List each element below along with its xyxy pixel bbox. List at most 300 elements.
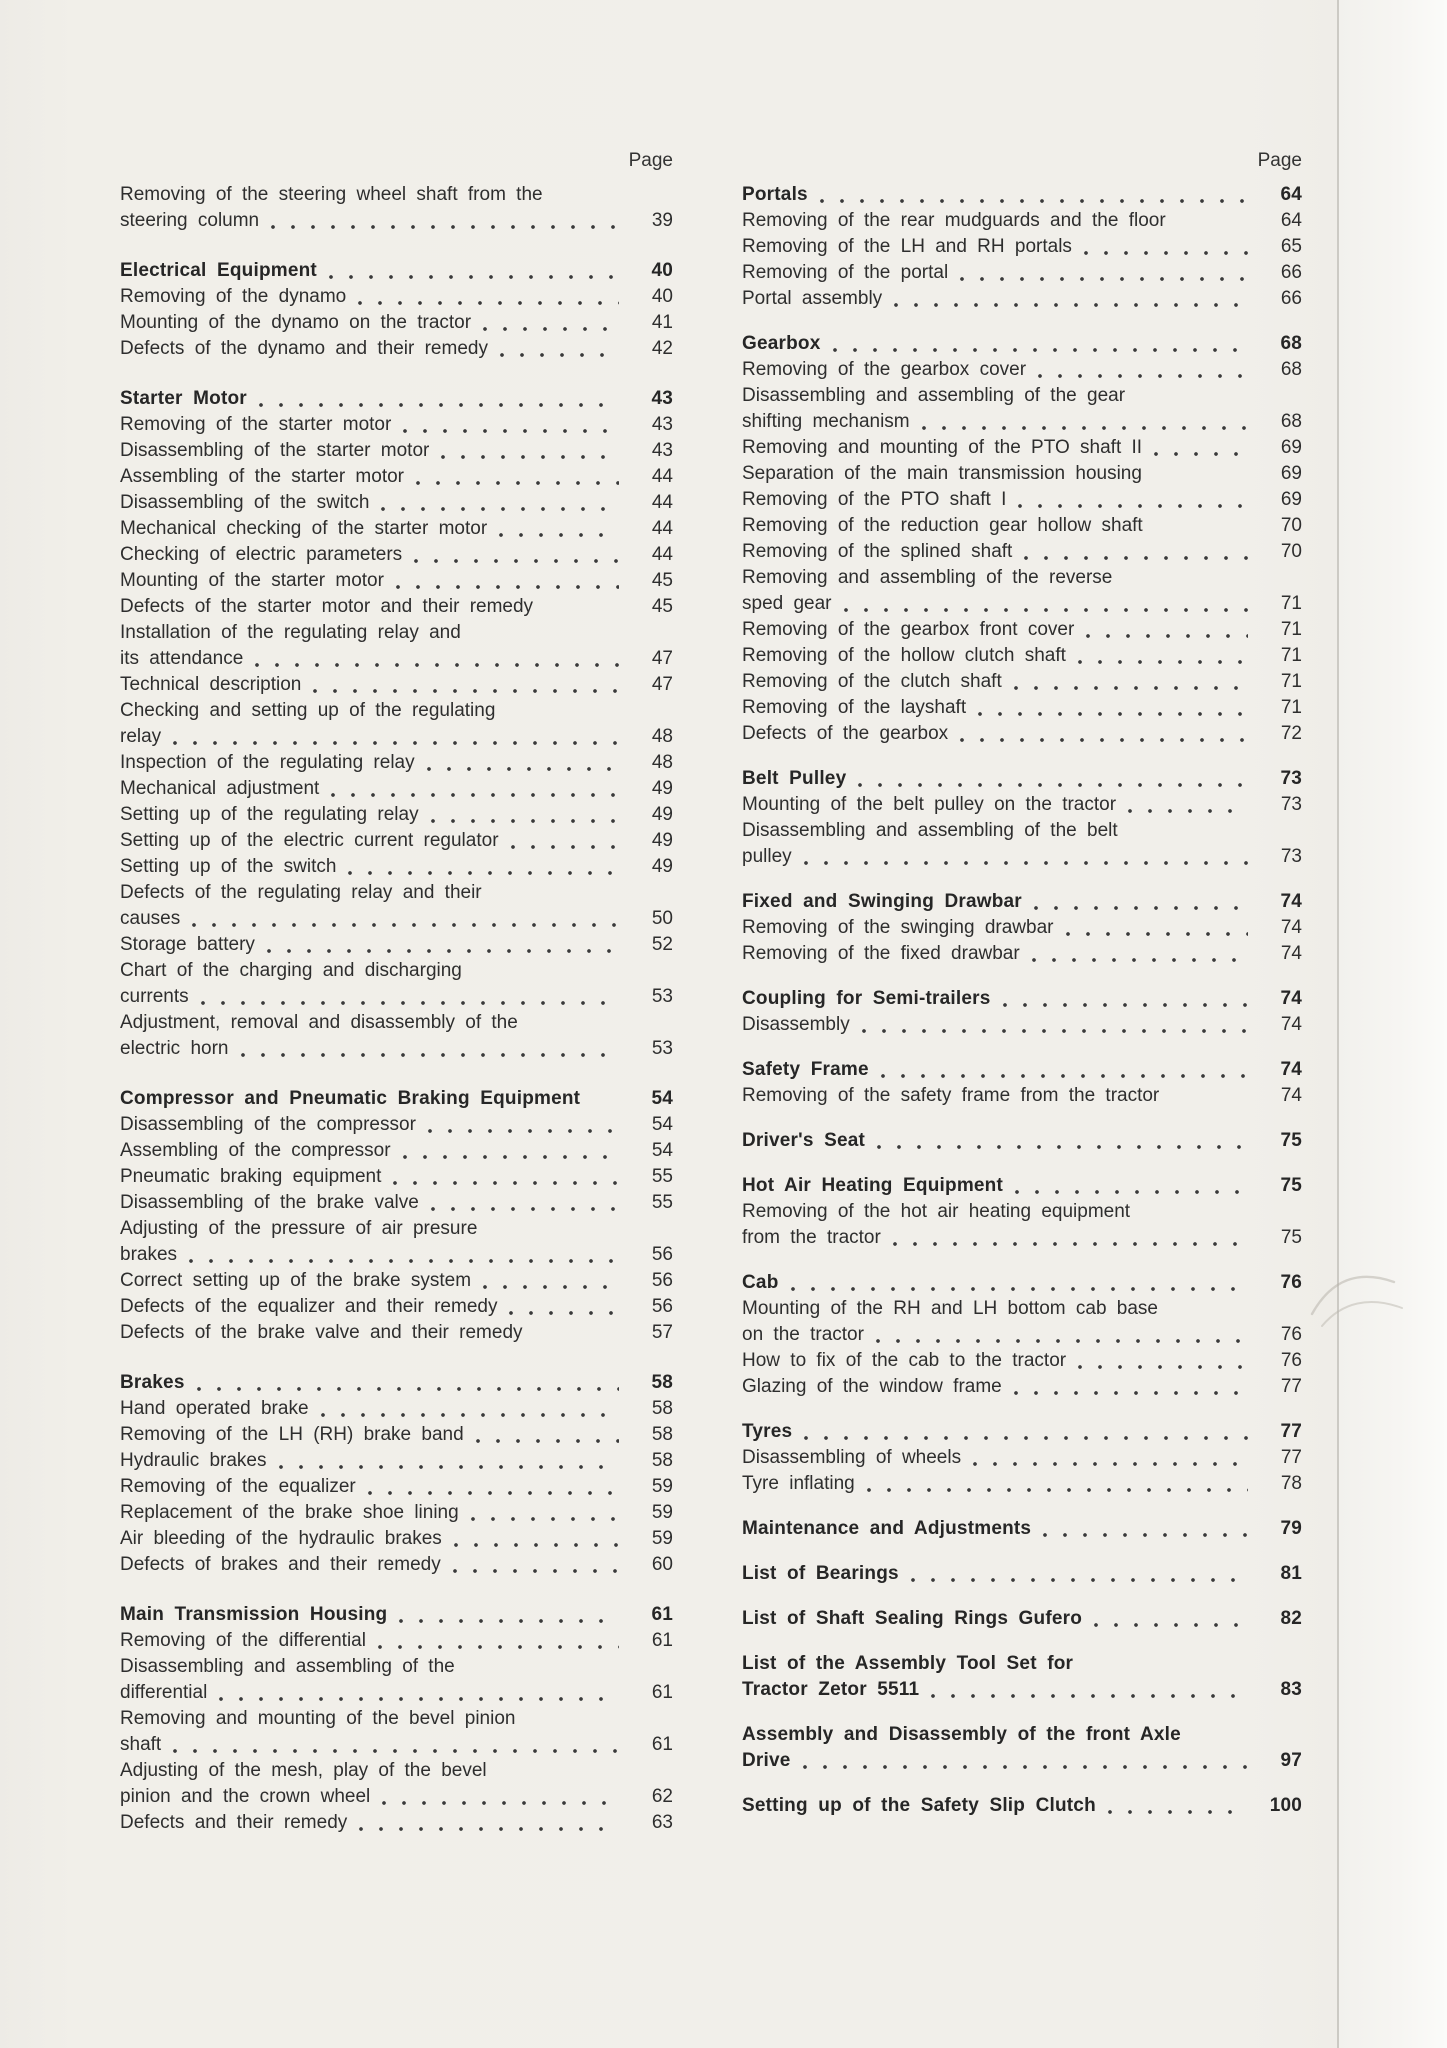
toc-entry-row <box>120 386 673 412</box>
toc-entry <box>742 260 1302 286</box>
dot-leader <box>358 301 619 305</box>
toc-entry <box>742 643 1302 669</box>
dot-leader <box>197 1387 619 1391</box>
dot-leader <box>483 1285 619 1289</box>
toc-entry <box>742 1793 1302 1819</box>
dot-leader <box>844 608 1248 612</box>
toc-column-left <box>120 148 673 1860</box>
page-number: 40 <box>651 260 673 281</box>
toc-entry-row <box>742 844 1302 870</box>
toc-entry-text: Safety Frame <box>742 1059 869 1080</box>
page-header-label-right: Page <box>1257 150 1302 171</box>
dot-leader <box>791 1287 1249 1291</box>
toc-entry-text: Hydraulic brakes <box>120 1450 267 1471</box>
toc-entry-row <box>120 1164 673 1190</box>
toc-entry <box>742 915 1302 941</box>
toc-entry-row <box>120 516 673 542</box>
toc-entry <box>120 828 673 854</box>
dot-leader <box>241 1053 620 1057</box>
page-number: 43 <box>651 414 673 435</box>
toc-entry <box>120 182 673 234</box>
toc-entry-row <box>120 1036 673 1062</box>
page-number: 69 <box>1280 489 1302 510</box>
toc-entry <box>120 1164 673 1190</box>
toc-entry-row <box>742 1677 1302 1703</box>
toc-entry-text: sped gear <box>742 593 832 614</box>
toc-entry-text: Removing of the safety frame from the tractor <box>742 1085 1160 1106</box>
toc-entry <box>742 383 1302 435</box>
toc-section <box>742 1419 1302 1497</box>
dot-leader <box>978 712 1248 716</box>
toc-section <box>120 182 673 234</box>
toc-entry-line: Removing of the steering wheel shaft from the <box>120 184 543 205</box>
dot-leader <box>500 353 619 357</box>
page-number: 79 <box>1280 1518 1302 1539</box>
toc-entry-row <box>742 286 1302 312</box>
dot-leader <box>331 793 619 797</box>
toc-entry-text: Pneumatic braking equipment <box>120 1166 382 1187</box>
toc-entry-text: Removing of the PTO shaft I <box>742 489 1007 510</box>
page-number: 71 <box>1280 671 1302 692</box>
dot-leader <box>893 1242 1248 1246</box>
toc-entry <box>742 1419 1302 1445</box>
dot-leader <box>368 1491 619 1495</box>
page-number: 64 <box>1280 184 1302 205</box>
toc-entry <box>742 1374 1302 1400</box>
toc-entry-row <box>742 591 1302 617</box>
dot-leader <box>1038 374 1248 378</box>
dot-leader <box>403 429 619 433</box>
toc-entries-left <box>120 182 673 1836</box>
toc-entry-text: Storage battery <box>120 934 255 955</box>
toc-entry-row <box>120 1396 673 1422</box>
toc-entry-row <box>120 1268 673 1294</box>
toc-entry-row <box>742 766 1302 792</box>
toc-entry-text: Drive <box>742 1750 791 1771</box>
toc-entry-text: Removing of the rear mudguards and the floor <box>742 210 1166 231</box>
page-number: 81 <box>1280 1563 1302 1584</box>
toc-entry-text: Removing of the hollow clutch shaft <box>742 645 1066 666</box>
page-number: 71 <box>1280 645 1302 666</box>
toc-entry-text: steering column <box>120 210 260 231</box>
dot-leader <box>1066 932 1249 936</box>
toc-entry-line: Adjustment, removal and disassembly of the <box>120 1012 518 1033</box>
toc-entry <box>742 1516 1302 1542</box>
dot-leader <box>255 663 619 667</box>
page-number: 63 <box>651 1812 673 1833</box>
page-number: 45 <box>651 596 673 617</box>
toc-entry <box>120 1448 673 1474</box>
toc-entry-text: currents <box>120 986 189 1007</box>
toc-entry <box>120 594 673 620</box>
toc-entry-row <box>742 487 1302 513</box>
toc-entry-text: List of Shaft Sealing Rings Gufero <box>742 1608 1083 1629</box>
page-number: 50 <box>651 908 673 929</box>
page-number: 61 <box>651 1604 673 1625</box>
page-edge-line <box>1337 0 1339 2048</box>
toc-entry-row <box>120 1448 673 1474</box>
page-number: 43 <box>651 388 673 409</box>
dot-leader <box>1154 452 1248 456</box>
toc-entry-row <box>742 539 1302 565</box>
page-number: 57 <box>651 1322 673 1343</box>
dot-leader <box>382 1801 619 1805</box>
dot-leader <box>911 1578 1248 1582</box>
toc-entry-line: Mounting of the RH and LH bottom cab base <box>742 1298 1159 1319</box>
page-number: 44 <box>651 544 673 565</box>
dot-leader <box>1015 1190 1248 1194</box>
page-number: 60 <box>651 1554 673 1575</box>
toc-entry-row <box>120 1138 673 1164</box>
toc-entry <box>120 1706 673 1758</box>
toc-entry-text: Replacement of the brake shoe lining <box>120 1502 459 1523</box>
page-number: 77 <box>1280 1376 1302 1397</box>
toc-entry-text: Starter Motor <box>120 388 247 409</box>
toc-section <box>742 1722 1302 1774</box>
page-number: 49 <box>651 778 673 799</box>
toc-entry-text: pinion and the crown wheel <box>120 1786 371 1807</box>
toc-entry-text: Defects of brakes and their remedy <box>120 1554 441 1575</box>
toc-entry-row <box>120 594 673 620</box>
dot-leader <box>381 507 619 511</box>
toc-entry-text: Disassembling of the brake valve <box>120 1192 419 1213</box>
toc-entry-text: Tyre inflating <box>742 1473 855 1494</box>
toc-entry-row <box>120 542 673 568</box>
toc-entry-row <box>120 1294 673 1320</box>
toc-entry-text: Tractor Zetor 5511 <box>742 1679 920 1700</box>
toc-entry-text: List of Bearings <box>742 1563 899 1584</box>
toc-entry-row <box>120 208 673 234</box>
page-number: 69 <box>1280 437 1302 458</box>
toc-entry-text: Coupling for Semi-trailers <box>742 988 991 1009</box>
toc-entry <box>120 698 673 750</box>
toc-entry <box>742 1199 1302 1251</box>
toc-entry <box>742 1057 1302 1083</box>
page-number: 54 <box>651 1088 673 1109</box>
toc-entry-row <box>742 1561 1302 1587</box>
dot-leader <box>511 845 619 849</box>
page-number: 71 <box>1280 619 1302 640</box>
toc-entry-row <box>120 854 673 880</box>
toc-entry-row <box>742 792 1302 818</box>
page-number: 58 <box>651 1424 673 1445</box>
toc-entry <box>120 490 673 516</box>
toc-entry-text: How to fix of the cab to the tractor <box>742 1350 1067 1371</box>
page-number: 55 <box>651 1192 673 1213</box>
page-number: 58 <box>651 1450 673 1471</box>
page-number: 41 <box>651 312 673 333</box>
toc-entry-row <box>742 721 1302 747</box>
toc-entry-text: Portal assembly <box>742 288 883 309</box>
page-number: 61 <box>651 1682 673 1703</box>
dot-leader <box>833 348 1249 352</box>
page-number: 70 <box>1280 515 1302 536</box>
page-number: 59 <box>651 1528 673 1549</box>
toc-entry-row <box>742 669 1302 695</box>
page-number: 74 <box>1280 988 1302 1009</box>
page-number: 74 <box>1280 1085 1302 1106</box>
page-number: 49 <box>651 856 673 877</box>
toc-entry-row <box>120 284 673 310</box>
dot-leader <box>804 1436 1248 1440</box>
toc-entry-line: Removing of the hot air heating equipment <box>742 1201 1131 1222</box>
toc-entry-row <box>120 1474 673 1500</box>
toc-entry-row <box>742 234 1302 260</box>
toc-entry <box>120 672 673 698</box>
page-number: 59 <box>651 1476 673 1497</box>
toc-entry-row <box>120 1680 673 1706</box>
toc-entry-text: Disassembling of the switch <box>120 492 370 513</box>
toc-entry-line: Disassembling and assembling of the gear <box>742 385 1126 406</box>
toc-entry <box>120 1654 673 1706</box>
toc-entry-text: Mounting of the starter motor <box>120 570 384 591</box>
toc-entry <box>120 1086 673 1112</box>
toc-section <box>120 258 673 362</box>
dot-leader <box>428 1129 619 1133</box>
toc-entry-row <box>120 802 673 828</box>
toc-entry <box>120 412 673 438</box>
toc-entry <box>742 695 1302 721</box>
toc-entry-row <box>120 1422 673 1448</box>
page-number: 69 <box>1280 463 1302 484</box>
toc-entry-text: Defects of the dynamo and their remedy <box>120 338 488 359</box>
page-number: 76 <box>1280 1350 1302 1371</box>
toc-entry-text: Cab <box>742 1272 779 1293</box>
toc-entry <box>742 435 1302 461</box>
toc-entry <box>120 542 673 568</box>
page-number: 56 <box>651 1296 673 1317</box>
toc-entry <box>120 1810 673 1836</box>
toc-entry <box>120 516 673 542</box>
toc-entry-row <box>742 1012 1302 1038</box>
page-number: 44 <box>651 492 673 513</box>
page-number: 74 <box>1280 1014 1302 1035</box>
toc-entry-text: on the tractor <box>742 1324 864 1345</box>
toc-entry-row <box>120 412 673 438</box>
toc-entry <box>120 1010 673 1062</box>
toc-entry-row <box>742 1128 1302 1154</box>
page-number: 58 <box>651 1372 673 1393</box>
toc-entry <box>742 1561 1302 1587</box>
toc-entry-line: Assembly and Disassembly of the front Axle <box>742 1724 1181 1745</box>
toc-entry-row <box>742 915 1302 941</box>
page-header-label-left: Page <box>628 150 673 171</box>
dot-leader <box>453 1569 619 1573</box>
toc-entry <box>120 802 673 828</box>
toc-entry-text: Removing of the fixed drawbar <box>742 943 1020 964</box>
dot-leader <box>881 1074 1248 1078</box>
toc-entry <box>120 1602 673 1628</box>
toc-section <box>742 889 1302 967</box>
toc-entry-text: Inspection of the regulating relay <box>120 752 415 773</box>
toc-entry <box>120 776 673 802</box>
dot-leader <box>894 303 1248 307</box>
page-number: 75 <box>1280 1175 1302 1196</box>
toc-entry-row <box>742 1748 1302 1774</box>
page-number: 53 <box>651 986 673 1007</box>
toc-entry-row <box>742 357 1302 383</box>
dot-leader <box>931 1694 1248 1698</box>
toc-entry-row <box>742 260 1302 286</box>
dot-leader <box>1108 1810 1248 1814</box>
dot-leader <box>441 455 619 459</box>
toc-entry-row <box>120 906 673 932</box>
dot-leader <box>173 1749 619 1753</box>
dot-leader <box>1014 1391 1248 1395</box>
dot-leader <box>1078 1365 1248 1369</box>
toc-entry-row <box>120 1810 673 1836</box>
toc-entry-text: Separation of the main transmission housing <box>742 463 1142 484</box>
toc-entry-text: Removing of the equalizer <box>120 1476 356 1497</box>
toc-entry-text: Removing of the LH (RH) brake band <box>120 1424 464 1445</box>
toc-entry-line: Disassembling and assembling of the belt <box>742 820 1118 841</box>
toc-entry-text: from the tractor <box>742 1227 881 1248</box>
toc-entry-text: relay <box>120 726 162 747</box>
dot-leader <box>862 1029 1248 1033</box>
page-number: 78 <box>1280 1473 1302 1494</box>
page-number: 59 <box>651 1502 673 1523</box>
dot-leader <box>321 1413 619 1417</box>
toc-entry-text: Removing of the differential <box>120 1630 366 1651</box>
page-number: 44 <box>651 518 673 539</box>
dot-leader <box>454 1543 619 1547</box>
toc-entry-row <box>742 1419 1302 1445</box>
toc-entry <box>742 565 1302 617</box>
page-number: 83 <box>1280 1679 1302 1700</box>
leader-space <box>1154 478 1248 482</box>
page-number: 47 <box>651 674 673 695</box>
toc-entry-row <box>742 513 1302 539</box>
page-number: 47 <box>651 648 673 669</box>
page-number: 66 <box>1280 262 1302 283</box>
dot-leader <box>279 1465 620 1469</box>
toc-entry-text: Assembling of the compressor <box>120 1140 391 1161</box>
toc-entry <box>120 1526 673 1552</box>
page-number: 73 <box>1280 846 1302 867</box>
toc-entry-text: Main Transmission Housing <box>120 1604 388 1625</box>
dot-leader <box>403 1155 619 1159</box>
toc-entry-row <box>120 258 673 284</box>
toc-entry <box>742 1128 1302 1154</box>
page-number: 74 <box>1280 1059 1302 1080</box>
page-number: 56 <box>651 1244 673 1265</box>
page-number: 49 <box>651 804 673 825</box>
toc-section <box>742 1516 1302 1542</box>
dot-leader <box>960 277 1248 281</box>
dot-leader <box>399 1619 619 1623</box>
toc-entry <box>742 1012 1302 1038</box>
toc-entry-row <box>742 986 1302 1012</box>
toc-entry <box>120 1396 673 1422</box>
toc-entry <box>742 1270 1302 1296</box>
toc-entry-text: Compressor and Pneumatic Braking Equipment <box>120 1088 581 1109</box>
toc-entry <box>742 234 1302 260</box>
page-number: 42 <box>651 338 673 359</box>
toc-entry <box>120 1112 673 1138</box>
toc-entry-row <box>120 1500 673 1526</box>
dot-leader <box>960 738 1248 742</box>
toc-entry-text: Removing of the splined shaft <box>742 541 1013 562</box>
dot-leader <box>431 1207 619 1211</box>
toc-entry-row <box>742 1173 1302 1199</box>
toc-entry <box>120 1758 673 1810</box>
dot-leader <box>1034 906 1248 910</box>
page-number: 61 <box>651 1630 673 1651</box>
toc-section <box>742 1270 1302 1400</box>
toc-entry-row <box>120 1602 673 1628</box>
toc-entry-row <box>742 1225 1302 1251</box>
toc-entry <box>120 1190 673 1216</box>
toc-entry-text: Mechanical checking of the starter motor <box>120 518 488 539</box>
page-number: 62 <box>651 1786 673 1807</box>
toc-entry-text: Removing of the gearbox front cover <box>742 619 1075 640</box>
toc-section <box>120 1086 673 1346</box>
toc-entry-text: Mechanical adjustment <box>120 778 320 799</box>
toc-entry-line: Adjusting of the mesh, play of the bevel <box>120 1760 487 1781</box>
toc-entry-row <box>120 1190 673 1216</box>
toc-entry <box>120 336 673 362</box>
toc-entry <box>120 464 673 490</box>
toc-entry-text: Removing of the layshaft <box>742 697 967 718</box>
toc-entry <box>742 617 1302 643</box>
toc-entry-line: Adjusting of the pressure of air presure <box>120 1218 478 1239</box>
toc-entry-text: Glazing of the window frame <box>742 1376 1002 1397</box>
page-number: 44 <box>651 466 673 487</box>
page-number: 74 <box>1280 943 1302 964</box>
dot-leader <box>876 1339 1248 1343</box>
toc-section <box>742 182 1302 312</box>
toc-entry-row <box>742 1083 1302 1109</box>
toc-entry <box>120 438 673 464</box>
toc-entry-line: Installation of the regulating relay and <box>120 622 461 643</box>
toc-entry <box>742 792 1302 818</box>
page-number: 100 <box>1269 1795 1302 1816</box>
toc-entry-row <box>120 1320 673 1346</box>
toc-section <box>742 1606 1302 1632</box>
toc-section <box>742 1173 1302 1251</box>
page-number: 65 <box>1280 236 1302 257</box>
toc-entry-text: shaft <box>120 1734 162 1755</box>
dot-leader <box>1094 1623 1248 1627</box>
toc-entry-text: Gearbox <box>742 333 821 354</box>
toc-entry-row <box>120 750 673 776</box>
toc-entry-text: Removing of the swinging drawbar <box>742 917 1054 938</box>
toc-entry <box>120 880 673 932</box>
toc-section <box>742 1057 1302 1109</box>
toc-section <box>120 386 673 1062</box>
toc-section <box>120 1370 673 1578</box>
toc-entry-text: Defects of the equalizer and their remedy <box>120 1296 498 1317</box>
toc-entry-row <box>742 1270 1302 1296</box>
dot-leader <box>1078 660 1248 664</box>
page-number: 45 <box>651 570 673 591</box>
dot-leader <box>1128 809 1248 813</box>
toc-entry-text: Mounting of the belt pulley on the tractor <box>742 794 1117 815</box>
toc-entry <box>120 1370 673 1396</box>
dot-leader <box>509 1311 619 1315</box>
toc-section <box>742 766 1302 870</box>
page-number: 64 <box>1280 210 1302 231</box>
toc-entry-text: Removing of the dynamo <box>120 286 347 307</box>
toc-entry-text: Hand operated brake <box>120 1398 309 1419</box>
toc-entry-row <box>120 336 673 362</box>
toc-entry-text: causes <box>120 908 181 929</box>
toc-entry <box>120 750 673 776</box>
toc-entry-text: Setting up of the Safety Slip Clutch <box>742 1795 1096 1816</box>
toc-entry-row <box>120 1112 673 1138</box>
toc-entry-text: Disassembling of the starter motor <box>120 440 430 461</box>
toc-entry <box>742 889 1302 915</box>
